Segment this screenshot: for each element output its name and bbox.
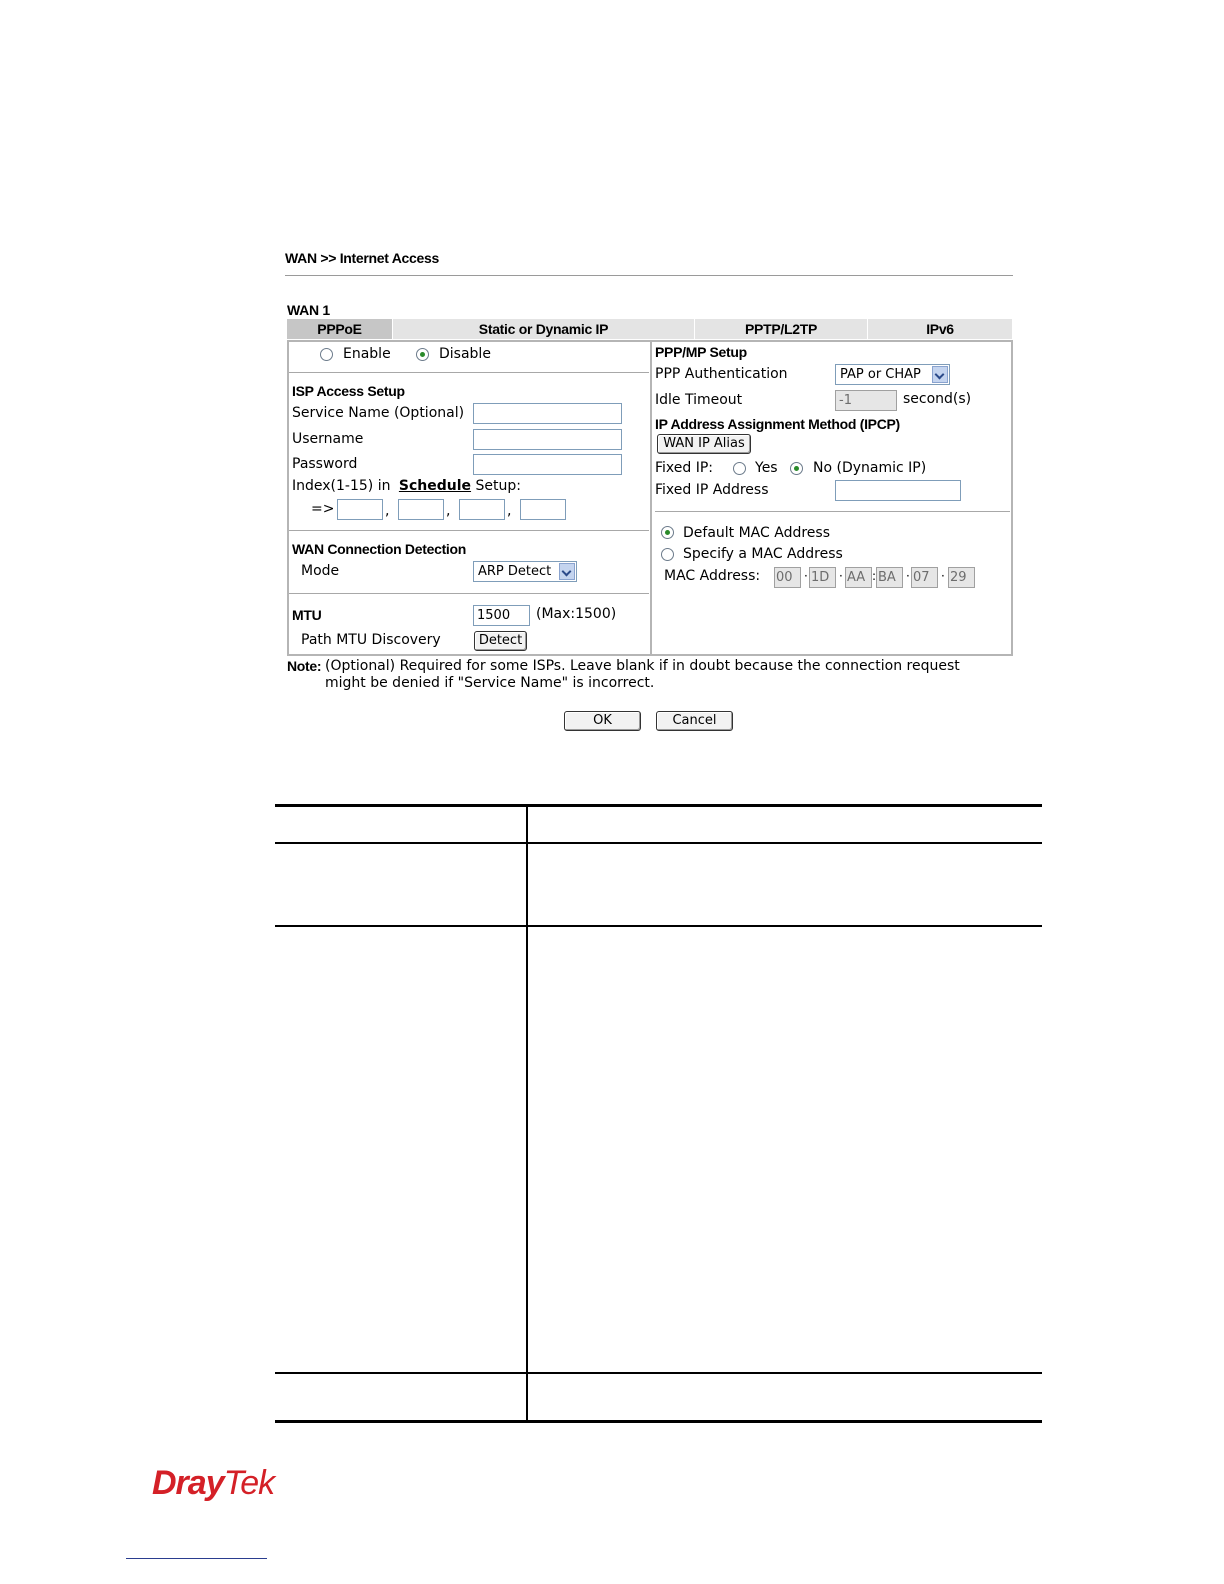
isp-access-heading: ISP Access Setup bbox=[292, 383, 405, 399]
fixed-ip-label: Fixed IP: bbox=[655, 460, 714, 476]
chevron-down-icon bbox=[932, 366, 948, 383]
service-name-label: Service Name (Optional) bbox=[292, 405, 465, 421]
mac-octet-4[interactable]: BA bbox=[876, 567, 903, 588]
note-label: Note: bbox=[287, 658, 322, 674]
setup-label: Setup: bbox=[475, 478, 521, 494]
mac-separator: · bbox=[804, 569, 808, 583]
mtu-input[interactable]: 1500 bbox=[473, 605, 530, 626]
mac-separator: · bbox=[906, 569, 910, 583]
mac-separator: · bbox=[839, 569, 843, 583]
divider bbox=[289, 372, 649, 373]
mac-address-label: MAC Address: bbox=[664, 568, 761, 584]
mac-octet-6[interactable]: 29 bbox=[948, 567, 975, 588]
mac-separator: : bbox=[872, 569, 877, 583]
index-row bbox=[292, 478, 521, 494]
mtu-max-label: (Max:1500) bbox=[536, 606, 617, 622]
specify-mac-label: Specify a MAC Address bbox=[683, 546, 843, 562]
cancel-button[interactable]: Cancel bbox=[656, 711, 733, 731]
comma-2: , bbox=[446, 503, 451, 519]
breadcrumb-divider bbox=[285, 275, 1013, 276]
detect-button[interactable]: Detect bbox=[474, 631, 527, 651]
wan-ip-alias-button[interactable]: WAN IP Alias bbox=[657, 434, 751, 454]
fixed-ip-yes-radio[interactable] bbox=[733, 462, 746, 475]
ok-button[interactable]: OK bbox=[564, 711, 641, 731]
schedule-index-2[interactable] bbox=[398, 499, 444, 520]
table-top-rule bbox=[275, 804, 1042, 807]
ppp-mp-heading: PPP/MP Setup bbox=[655, 344, 747, 360]
mac-octet-3[interactable]: AA bbox=[845, 567, 872, 588]
enable-label: Enable bbox=[343, 346, 391, 362]
comma-1: , bbox=[385, 503, 390, 519]
fixed-ip-no-radio[interactable] bbox=[790, 462, 803, 475]
username-input[interactable] bbox=[473, 429, 622, 450]
password-input[interactable] bbox=[473, 454, 622, 475]
idle-timeout-label: Idle Timeout bbox=[655, 392, 743, 408]
table-row-rule bbox=[275, 925, 1042, 927]
logo-text-b: Tek bbox=[223, 1464, 275, 1502]
draytek-logo bbox=[152, 1464, 274, 1503]
logo-text-a: Dray bbox=[152, 1464, 224, 1502]
tab-pptp-l2tp[interactable]: PPTP/L2TP bbox=[695, 319, 868, 339]
index-arrow: => bbox=[311, 501, 335, 517]
panel-divider bbox=[650, 340, 652, 656]
idle-timeout-input[interactable]: -1 bbox=[835, 390, 897, 411]
path-mtu-label: Path MTU Discovery bbox=[301, 632, 441, 648]
breadcrumb: WAN >> Internet Access bbox=[285, 250, 439, 266]
ipcp-heading: IP Address Assignment Method (IPCP) bbox=[655, 416, 900, 432]
schedule-link[interactable]: Schedule bbox=[398, 478, 472, 494]
table-row-rule bbox=[275, 1372, 1042, 1374]
mode-select-value: ARP Detect bbox=[478, 564, 552, 579]
divider bbox=[289, 593, 649, 594]
schedule-index-3[interactable] bbox=[459, 499, 505, 520]
idle-timeout-unit: second(s) bbox=[903, 391, 972, 407]
wan-title: WAN 1 bbox=[287, 302, 330, 318]
fixed-ip-address-label: Fixed IP Address bbox=[655, 482, 769, 498]
fixed-ip-address-input[interactable] bbox=[835, 480, 961, 501]
mac-octet-5[interactable]: 07 bbox=[911, 567, 938, 588]
mode-select[interactable] bbox=[473, 561, 577, 582]
mtu-heading: MTU bbox=[292, 607, 322, 623]
service-name-input[interactable] bbox=[473, 403, 622, 424]
default-mac-radio[interactable] bbox=[661, 526, 674, 539]
username-label: Username bbox=[292, 431, 364, 447]
wan-detection-heading: WAN Connection Detection bbox=[292, 541, 467, 557]
default-mac-label: Default MAC Address bbox=[683, 525, 830, 541]
chevron-down-icon bbox=[559, 563, 575, 580]
ppp-auth-value: PAP or CHAP bbox=[840, 367, 921, 382]
disable-label: Disable bbox=[439, 346, 491, 362]
password-label: Password bbox=[292, 456, 358, 472]
disable-radio[interactable] bbox=[416, 348, 429, 361]
divider bbox=[289, 530, 649, 531]
index-label: Index(1-15) in bbox=[292, 478, 391, 494]
ppp-auth-label: PPP Authentication bbox=[655, 366, 788, 382]
schedule-index-1[interactable] bbox=[337, 499, 383, 520]
tab-ipv6[interactable]: IPv6 bbox=[868, 319, 1013, 339]
specify-mac-radio[interactable] bbox=[661, 548, 674, 561]
table-header-rule bbox=[275, 842, 1042, 844]
fixed-ip-yes-label: Yes bbox=[755, 460, 778, 476]
tab-pppoe[interactable]: PPPoE bbox=[287, 319, 393, 339]
table-bottom-rule bbox=[275, 1420, 1042, 1423]
comma-3: , bbox=[507, 503, 512, 519]
note-line-2: might be denied if "Service Name" is incorrect. bbox=[325, 675, 655, 691]
mac-separator: · bbox=[941, 569, 945, 583]
mac-octet-2[interactable]: 1D bbox=[809, 567, 836, 588]
fixed-ip-no-label: No (Dynamic IP) bbox=[813, 460, 927, 476]
table-column-divider bbox=[526, 804, 528, 1423]
footer-rule bbox=[126, 1558, 267, 1559]
schedule-index-4[interactable] bbox=[520, 499, 566, 520]
ppp-auth-select[interactable] bbox=[835, 364, 950, 385]
enable-radio[interactable] bbox=[320, 348, 333, 361]
mode-label: Mode bbox=[301, 563, 340, 579]
note-line-1: (Optional) Required for some ISPs. Leave blank if in doubt because the connection request bbox=[325, 658, 960, 674]
tab-static-dynamic-ip[interactable]: Static or Dynamic IP bbox=[393, 319, 695, 339]
divider bbox=[655, 511, 1010, 512]
mac-octet-1[interactable]: 00 bbox=[774, 567, 801, 588]
